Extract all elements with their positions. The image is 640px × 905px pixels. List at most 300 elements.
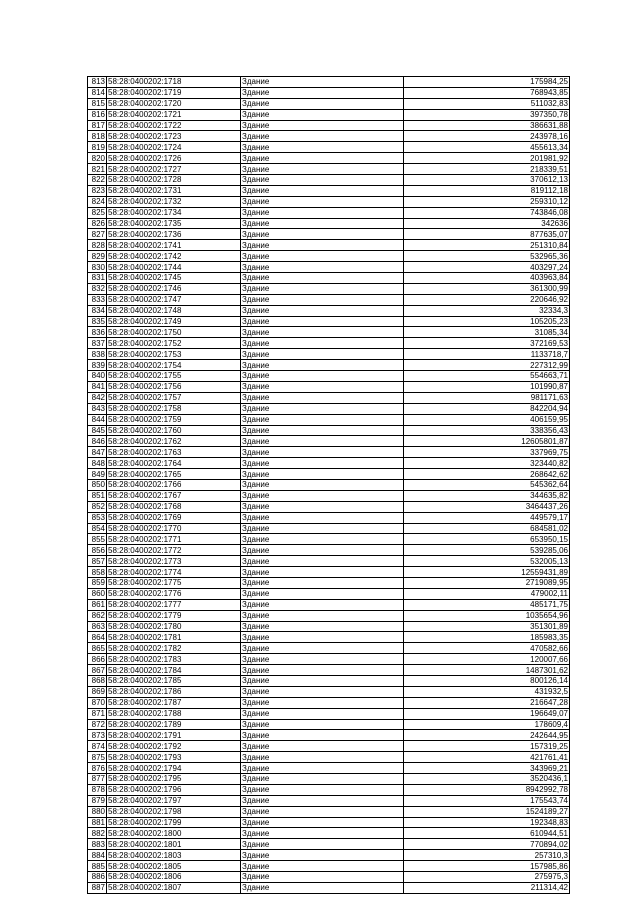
table-row — [88, 850, 570, 861]
table-row — [88, 654, 570, 665]
cadastral-number-cell: 58:28:0400202:1772 — [107, 545, 241, 556]
row-number-cell: 861 — [88, 599, 107, 610]
cadastral-value-cell: 344635,82 — [404, 490, 570, 501]
cadastral-number-cell: 58:28:0400202:1757 — [107, 392, 241, 403]
object-type-cell: Здание — [241, 610, 404, 621]
cadastral-number-cell: 58:28:0400202:1748 — [107, 305, 241, 316]
cadastral-value-cell: 511032,83 — [404, 98, 570, 109]
cadastral-number-cell: 58:28:0400202:1754 — [107, 360, 241, 371]
cadastral-value-cell: 120007,66 — [404, 654, 570, 665]
cadastral-number-cell: 58:28:0400202:1786 — [107, 686, 241, 697]
table-row — [88, 697, 570, 708]
cadastral-number-cell: 58:28:0400202:1789 — [107, 719, 241, 730]
row-number-cell: 876 — [88, 763, 107, 774]
row-number-cell: 848 — [88, 458, 107, 469]
object-type-cell: Здание — [241, 643, 404, 654]
cadastral-value-cell: 684581,02 — [404, 523, 570, 534]
row-number-cell: 824 — [88, 196, 107, 207]
row-number-cell: 887 — [88, 882, 107, 893]
row-number-cell: 832 — [88, 283, 107, 294]
table-row — [88, 534, 570, 545]
cadastral-value-cell: 532965,36 — [404, 251, 570, 262]
row-number-cell: 847 — [88, 447, 107, 458]
row-number-cell: 860 — [88, 588, 107, 599]
cadastral-value-cell: 386631,88 — [404, 120, 570, 131]
table-row — [88, 251, 570, 262]
cadastral-number-cell: 58:28:0400202:1785 — [107, 675, 241, 686]
cadastral-value-cell: 842204,94 — [404, 403, 570, 414]
cadastral-value-cell: 351301,89 — [404, 621, 570, 632]
cadastral-value-cell: 178609,4 — [404, 719, 570, 730]
cadastral-value-cell: 268642,62 — [404, 469, 570, 480]
row-number-cell: 822 — [88, 175, 107, 186]
cadastral-number-cell: 58:28:0400202:1758 — [107, 403, 241, 414]
object-type-cell: Здание — [241, 665, 404, 676]
cadastral-number-cell: 58:28:0400202:1766 — [107, 479, 241, 490]
cadastral-value-cell: 343969,21 — [404, 763, 570, 774]
table-row — [88, 240, 570, 251]
cadastral-value-cell: 257310,3 — [404, 850, 570, 861]
object-type-cell: Здание — [241, 316, 404, 327]
cadastral-number-cell: 58:28:0400202:1801 — [107, 839, 241, 850]
cadastral-value-cell: 157319,25 — [404, 741, 570, 752]
cadastral-number-cell: 58:28:0400202:1773 — [107, 556, 241, 567]
cadastral-number-cell: 58:28:0400202:1767 — [107, 490, 241, 501]
row-number-cell: 834 — [88, 305, 107, 316]
row-number-cell: 883 — [88, 839, 107, 850]
cadastral-value-cell: 1524189,27 — [404, 806, 570, 817]
table-row — [88, 120, 570, 131]
table-row — [88, 730, 570, 741]
cadastral-value-cell: 1035654,96 — [404, 610, 570, 621]
row-number-cell: 855 — [88, 534, 107, 545]
table-row — [88, 425, 570, 436]
object-type-cell: Здание — [241, 109, 404, 120]
object-type-cell: Здание — [241, 207, 404, 218]
table-row — [88, 131, 570, 142]
row-number-cell: 828 — [88, 240, 107, 251]
row-number-cell: 838 — [88, 349, 107, 360]
table-row — [88, 436, 570, 447]
cadastral-value-cell: 243978,16 — [404, 131, 570, 142]
object-type-cell: Здание — [241, 142, 404, 153]
cadastral-number-cell: 58:28:0400202:1734 — [107, 207, 241, 218]
row-number-cell: 882 — [88, 828, 107, 839]
object-type-cell: Здание — [241, 621, 404, 632]
table-row — [88, 196, 570, 207]
object-type-cell: Здание — [241, 360, 404, 371]
object-type-cell: Здание — [241, 599, 404, 610]
object-type-cell: Здание — [241, 817, 404, 828]
cadastral-number-cell: 58:28:0400202:1724 — [107, 142, 241, 153]
cadastral-number-cell: 58:28:0400202:1747 — [107, 294, 241, 305]
cadastral-number-cell: 58:28:0400202:1745 — [107, 273, 241, 284]
table-row — [88, 479, 570, 490]
table-row — [88, 458, 570, 469]
row-number-cell: 845 — [88, 425, 107, 436]
object-type-cell: Здание — [241, 327, 404, 338]
row-number-cell: 879 — [88, 795, 107, 806]
object-type-cell: Здание — [241, 686, 404, 697]
cadastral-number-cell: 58:28:0400202:1741 — [107, 240, 241, 251]
object-type-cell: Здание — [241, 752, 404, 763]
row-number-cell: 857 — [88, 556, 107, 567]
cadastral-value-cell: 470582,66 — [404, 643, 570, 654]
table-row — [88, 861, 570, 872]
table-row — [88, 447, 570, 458]
cadastral-number-cell: 58:28:0400202:1723 — [107, 131, 241, 142]
cadastral-number-cell: 58:28:0400202:1755 — [107, 371, 241, 382]
table-body — [88, 77, 570, 894]
object-type-cell: Здание — [241, 861, 404, 872]
table-row — [88, 294, 570, 305]
cadastral-number-cell: 58:28:0400202:1771 — [107, 534, 241, 545]
cadastral-value-cell: 196649,07 — [404, 708, 570, 719]
cadastral-value-cell: 192348,83 — [404, 817, 570, 828]
table-row — [88, 588, 570, 599]
table-row — [88, 817, 570, 828]
object-type-cell: Здание — [241, 120, 404, 131]
table-row — [88, 828, 570, 839]
cadastral-value-cell: 431932,5 — [404, 686, 570, 697]
table-row — [88, 621, 570, 632]
object-type-cell: Здание — [241, 131, 404, 142]
cadastral-value-cell: 532005,13 — [404, 556, 570, 567]
row-number-cell: 877 — [88, 774, 107, 785]
object-type-cell: Здание — [241, 730, 404, 741]
table-row — [88, 381, 570, 392]
row-number-cell: 856 — [88, 545, 107, 556]
cadastral-value-table — [87, 76, 570, 894]
cadastral-value-cell: 175543,74 — [404, 795, 570, 806]
table-row — [88, 643, 570, 654]
table-row — [88, 708, 570, 719]
object-type-cell: Здание — [241, 283, 404, 294]
cadastral-number-cell: 58:28:0400202:1806 — [107, 872, 241, 883]
table-row — [88, 752, 570, 763]
row-number-cell: 873 — [88, 730, 107, 741]
table-row — [88, 556, 570, 567]
table-row — [88, 185, 570, 196]
object-type-cell: Здание — [241, 567, 404, 578]
cadastral-number-cell: 58:28:0400202:1788 — [107, 708, 241, 719]
table-row — [88, 523, 570, 534]
cadastral-number-cell: 58:28:0400202:1784 — [107, 665, 241, 676]
object-type-cell: Здание — [241, 425, 404, 436]
cadastral-value-cell: 770894,02 — [404, 839, 570, 850]
object-type-cell: Здание — [241, 839, 404, 850]
row-number-cell: 862 — [88, 610, 107, 621]
table-row — [88, 175, 570, 186]
row-number-cell: 880 — [88, 806, 107, 817]
cadastral-value-cell: 12605801,87 — [404, 436, 570, 447]
object-type-cell: Здание — [241, 479, 404, 490]
table-row — [88, 109, 570, 120]
cadastral-number-cell: 58:28:0400202:1795 — [107, 774, 241, 785]
cadastral-value-cell: 485171,75 — [404, 599, 570, 610]
cadastral-value-cell: 361300,99 — [404, 283, 570, 294]
row-number-cell: 853 — [88, 512, 107, 523]
object-type-cell: Здание — [241, 414, 404, 425]
table-row — [88, 469, 570, 480]
row-number-cell: 813 — [88, 77, 107, 88]
object-type-cell: Здание — [241, 273, 404, 284]
object-type-cell: Здание — [241, 218, 404, 229]
cadastral-number-cell: 58:28:0400202:1787 — [107, 697, 241, 708]
row-number-cell: 844 — [88, 414, 107, 425]
cadastral-number-cell: 58:28:0400202:1770 — [107, 523, 241, 534]
cadastral-value-cell: 768943,85 — [404, 87, 570, 98]
cadastral-number-cell: 58:28:0400202:1805 — [107, 861, 241, 872]
table-row — [88, 142, 570, 153]
cadastral-value-cell: 406159,95 — [404, 414, 570, 425]
cadastral-value-cell: 323440,82 — [404, 458, 570, 469]
cadastral-number-cell: 58:28:0400202:1732 — [107, 196, 241, 207]
cadastral-number-cell: 58:28:0400202:1776 — [107, 588, 241, 599]
cadastral-value-cell: 372169,53 — [404, 338, 570, 349]
cadastral-number-cell: 58:28:0400202:1791 — [107, 730, 241, 741]
table-row — [88, 87, 570, 98]
table-row — [88, 327, 570, 338]
row-number-cell: 865 — [88, 643, 107, 654]
table-row — [88, 719, 570, 730]
cadastral-value-cell: 185983,35 — [404, 632, 570, 643]
cadastral-number-cell: 58:28:0400202:1794 — [107, 763, 241, 774]
table-row — [88, 806, 570, 817]
object-type-cell: Здание — [241, 371, 404, 382]
cadastral-value-cell: 3520436,1 — [404, 774, 570, 785]
cadastral-value-cell: 370612,13 — [404, 175, 570, 186]
row-number-cell: 819 — [88, 142, 107, 153]
cadastral-value-cell: 403963,84 — [404, 273, 570, 284]
table-row — [88, 371, 570, 382]
object-type-cell: Здание — [241, 262, 404, 273]
row-number-cell: 852 — [88, 501, 107, 512]
row-number-cell: 827 — [88, 229, 107, 240]
cadastral-number-cell: 58:28:0400202:1722 — [107, 120, 241, 131]
table-row — [88, 545, 570, 556]
object-type-cell: Здание — [241, 774, 404, 785]
cadastral-value-cell: 479002,11 — [404, 588, 570, 599]
table-row — [88, 273, 570, 284]
row-number-cell: 878 — [88, 784, 107, 795]
row-number-cell: 841 — [88, 381, 107, 392]
table-row — [88, 360, 570, 371]
cadastral-value-cell: 32334,3 — [404, 305, 570, 316]
row-number-cell: 843 — [88, 403, 107, 414]
cadastral-number-cell: 58:28:0400202:1721 — [107, 109, 241, 120]
cadastral-number-cell: 58:28:0400202:1774 — [107, 567, 241, 578]
row-number-cell: 875 — [88, 752, 107, 763]
row-number-cell: 863 — [88, 621, 107, 632]
cadastral-value-cell: 2719089,95 — [404, 577, 570, 588]
row-number-cell: 818 — [88, 131, 107, 142]
row-number-cell: 886 — [88, 872, 107, 883]
object-type-cell: Здание — [241, 469, 404, 480]
row-number-cell: 884 — [88, 850, 107, 861]
object-type-cell: Здание — [241, 349, 404, 360]
object-type-cell: Здание — [241, 795, 404, 806]
object-type-cell: Здание — [241, 175, 404, 186]
object-type-cell: Здание — [241, 490, 404, 501]
table-row — [88, 218, 570, 229]
table-row — [88, 512, 570, 523]
cadastral-number-cell: 58:28:0400202:1746 — [107, 283, 241, 294]
object-type-cell: Здание — [241, 305, 404, 316]
cadastral-number-cell: 58:28:0400202:1744 — [107, 262, 241, 273]
row-number-cell: 835 — [88, 316, 107, 327]
row-number-cell: 871 — [88, 708, 107, 719]
table-row — [88, 153, 570, 164]
row-number-cell: 869 — [88, 686, 107, 697]
cadastral-value-cell: 403297,24 — [404, 262, 570, 273]
cadastral-number-cell: 58:28:0400202:1726 — [107, 153, 241, 164]
cadastral-value-cell: 337969,75 — [404, 447, 570, 458]
object-type-cell: Здание — [241, 577, 404, 588]
cadastral-number-cell: 58:28:0400202:1727 — [107, 164, 241, 175]
table-row — [88, 774, 570, 785]
cadastral-number-cell: 58:28:0400202:1775 — [107, 577, 241, 588]
row-number-cell: 817 — [88, 120, 107, 131]
table-row — [88, 164, 570, 175]
cadastral-value-cell: 819112,18 — [404, 185, 570, 196]
row-number-cell: 858 — [88, 567, 107, 578]
object-type-cell: Здание — [241, 512, 404, 523]
row-number-cell: 814 — [88, 87, 107, 98]
cadastral-number-cell: 58:28:0400202:1777 — [107, 599, 241, 610]
row-number-cell: 842 — [88, 392, 107, 403]
object-type-cell: Здание — [241, 251, 404, 262]
table-row — [88, 872, 570, 883]
object-type-cell: Здание — [241, 229, 404, 240]
row-number-cell: 885 — [88, 861, 107, 872]
object-type-cell: Здание — [241, 545, 404, 556]
cadastral-value-cell: 3464437,26 — [404, 501, 570, 512]
cadastral-number-cell: 58:28:0400202:1719 — [107, 87, 241, 98]
table-row — [88, 567, 570, 578]
cadastral-number-cell: 58:28:0400202:1750 — [107, 327, 241, 338]
cadastral-number-cell: 58:28:0400202:1780 — [107, 621, 241, 632]
table-row — [88, 305, 570, 316]
object-type-cell: Здание — [241, 338, 404, 349]
cadastral-number-cell: 58:28:0400202:1762 — [107, 436, 241, 447]
cadastral-value-cell: 12559431,89 — [404, 567, 570, 578]
object-type-cell: Здание — [241, 654, 404, 665]
cadastral-value-cell: 259310,12 — [404, 196, 570, 207]
object-type-cell: Здание — [241, 556, 404, 567]
table-row — [88, 349, 570, 360]
cadastral-number-cell: 58:28:0400202:1781 — [107, 632, 241, 643]
cadastral-value-cell: 743846,08 — [404, 207, 570, 218]
cadastral-value-cell: 8942992,78 — [404, 784, 570, 795]
table-row — [88, 229, 570, 240]
cadastral-number-cell: 58:28:0400202:1792 — [107, 741, 241, 752]
table-row — [88, 763, 570, 774]
table-row — [88, 882, 570, 893]
cadastral-number-cell: 58:28:0400202:1756 — [107, 381, 241, 392]
cadastral-number-cell: 58:28:0400202:1799 — [107, 817, 241, 828]
row-number-cell: 868 — [88, 675, 107, 686]
cadastral-number-cell: 58:28:0400202:1793 — [107, 752, 241, 763]
cadastral-number-cell: 58:28:0400202:1764 — [107, 458, 241, 469]
object-type-cell: Здание — [241, 675, 404, 686]
object-type-cell: Здание — [241, 185, 404, 196]
table-row — [88, 338, 570, 349]
cadastral-value-cell: 1487301,62 — [404, 665, 570, 676]
row-number-cell: 831 — [88, 273, 107, 284]
row-number-cell: 849 — [88, 469, 107, 480]
object-type-cell: Здание — [241, 872, 404, 883]
cadastral-value-cell: 877635,07 — [404, 229, 570, 240]
row-number-cell: 854 — [88, 523, 107, 534]
cadastral-value-cell: 800126,14 — [404, 675, 570, 686]
row-number-cell: 870 — [88, 697, 107, 708]
object-type-cell: Здание — [241, 392, 404, 403]
cadastral-value-cell: 554663,71 — [404, 371, 570, 382]
object-type-cell: Здание — [241, 534, 404, 545]
object-type-cell: Здание — [241, 458, 404, 469]
cadastral-number-cell: 58:28:0400202:1769 — [107, 512, 241, 523]
table-row — [88, 610, 570, 621]
object-type-cell: Здание — [241, 882, 404, 893]
cadastral-number-cell: 58:28:0400202:1765 — [107, 469, 241, 480]
table-row — [88, 77, 570, 88]
object-type-cell: Здание — [241, 153, 404, 164]
object-type-cell: Здание — [241, 850, 404, 861]
cadastral-value-cell: 610944,51 — [404, 828, 570, 839]
object-type-cell: Здание — [241, 381, 404, 392]
table-row — [88, 784, 570, 795]
cadastral-value-cell: 157985,86 — [404, 861, 570, 872]
cadastral-value-cell: 539285,06 — [404, 545, 570, 556]
table-row — [88, 795, 570, 806]
row-number-cell: 829 — [88, 251, 107, 262]
cadastral-value-cell: 455613,34 — [404, 142, 570, 153]
cadastral-number-cell: 58:28:0400202:1760 — [107, 425, 241, 436]
cadastral-number-cell: 58:28:0400202:1731 — [107, 185, 241, 196]
cadastral-value-cell: 397350,78 — [404, 109, 570, 120]
cadastral-number-cell: 58:28:0400202:1759 — [107, 414, 241, 425]
row-number-cell: 881 — [88, 817, 107, 828]
table-row — [88, 632, 570, 643]
object-type-cell: Здание — [241, 196, 404, 207]
cadastral-number-cell: 58:28:0400202:1720 — [107, 98, 241, 109]
table-row — [88, 665, 570, 676]
cadastral-value-cell: 545362,64 — [404, 479, 570, 490]
row-number-cell: 815 — [88, 98, 107, 109]
cadastral-number-cell: 58:28:0400202:1800 — [107, 828, 241, 839]
table-row — [88, 403, 570, 414]
object-type-cell: Здание — [241, 294, 404, 305]
object-type-cell: Здание — [241, 164, 404, 175]
cadastral-number-cell: 58:28:0400202:1803 — [107, 850, 241, 861]
object-type-cell: Здание — [241, 98, 404, 109]
cadastral-number-cell: 58:28:0400202:1796 — [107, 784, 241, 795]
cadastral-value-cell: 981171,63 — [404, 392, 570, 403]
row-number-cell: 836 — [88, 327, 107, 338]
cadastral-number-cell: 58:28:0400202:1752 — [107, 338, 241, 349]
row-number-cell: 830 — [88, 262, 107, 273]
table-row — [88, 839, 570, 850]
row-number-cell: 851 — [88, 490, 107, 501]
table-row — [88, 686, 570, 697]
cadastral-value-cell: 275975,3 — [404, 872, 570, 883]
cadastral-value-cell: 105205,23 — [404, 316, 570, 327]
row-number-cell: 826 — [88, 218, 107, 229]
object-type-cell: Здание — [241, 436, 404, 447]
table-row — [88, 675, 570, 686]
cadastral-value-cell: 449579,17 — [404, 512, 570, 523]
